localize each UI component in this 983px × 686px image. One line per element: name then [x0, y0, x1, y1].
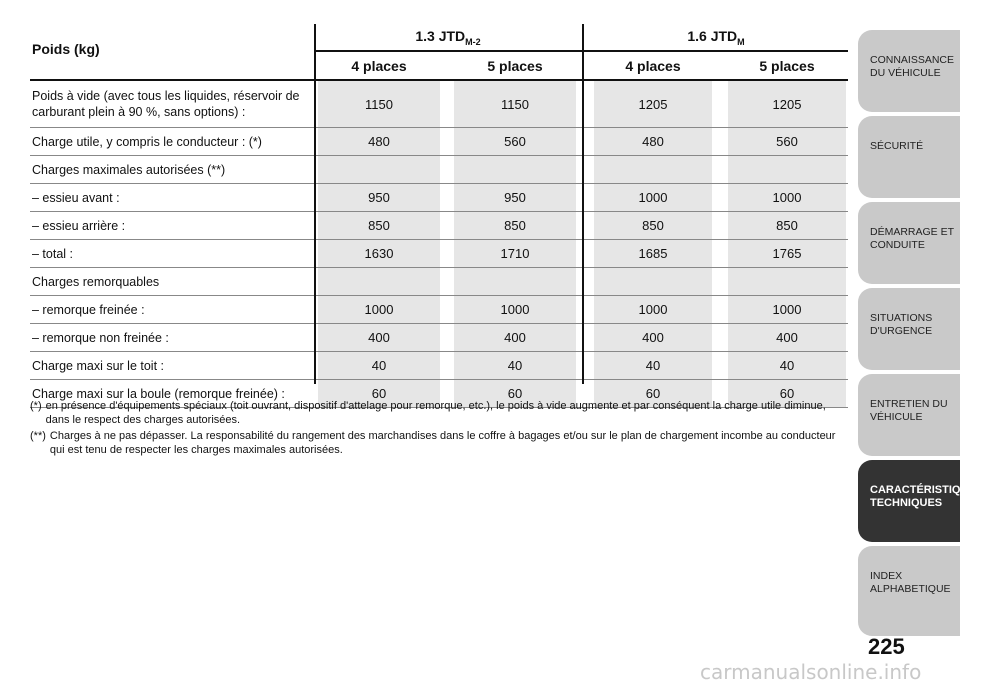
row-value-4: 400	[728, 324, 846, 351]
table-row	[30, 352, 848, 380]
chapter-tab[interactable]	[858, 288, 960, 370]
chapter-tab-label: DÉMARRAGE ET CONDUITE	[870, 226, 954, 251]
chapter-tab[interactable]	[858, 116, 960, 198]
row-label: Charge maxi sur le toit :	[32, 358, 164, 373]
row-label: – remorque non freinée :	[32, 330, 169, 345]
chapter-tab[interactable]	[858, 202, 960, 284]
table-row	[30, 268, 848, 296]
row-value-2	[454, 156, 576, 183]
chapter-tab[interactable]	[858, 374, 960, 456]
row-value-3	[594, 268, 712, 295]
chapter-tab-label: INDEX ALPHABETIQUE	[870, 570, 951, 595]
row-value-2: 1710	[454, 240, 576, 267]
table-header	[30, 24, 848, 79]
row-value-1: 40	[318, 352, 440, 379]
footnote-1: (*) en présence d'équipements spéciaux (toit ouvrant, dispositif d'attelage pour remorque, etc.), le poids à vide augmente et par conséquent la charge utile diminue, dans le respect des charges autorisées.	[30, 400, 826, 426]
row-label: Charges maximales autorisées (**)	[32, 162, 226, 177]
row-value-3: 1000	[594, 296, 712, 323]
header-label: Poids (kg)	[32, 41, 100, 57]
row-value-1: 950	[318, 184, 440, 211]
row-value-1	[318, 156, 440, 183]
table-row	[30, 156, 848, 184]
places-header-2: 5 places	[487, 58, 543, 74]
row-value-2: 60	[454, 380, 576, 407]
row-label: Poids à vide (avec tous les liquides, réservoir de carburant plein à 90 %, sans options) :	[32, 89, 300, 119]
footnotes	[30, 399, 840, 459]
row-value-2: 850	[454, 212, 576, 239]
chapter-tab-label: ENTRETIEN DU VÉHICULE	[870, 398, 948, 423]
column-divider-2	[582, 24, 584, 384]
table-row	[30, 212, 848, 240]
table-row	[30, 184, 848, 212]
footnote-2: (**) Charges à ne pas dépasser. La responsabilité du rangement des marchandises dans le coffre à bagages et/ou sur le plan de chargement incombe au conducteur qui est tenu de respecter les charges maximales autorisées.	[30, 430, 836, 456]
row-label: – total :	[32, 246, 73, 261]
table-row	[30, 79, 848, 128]
table-row	[30, 240, 848, 268]
row-value-3: 1205	[594, 81, 712, 127]
row-label: Charges remorquables	[32, 274, 160, 289]
row-value-4	[728, 268, 846, 295]
table-body	[30, 79, 848, 408]
row-value-4: 1000	[728, 184, 846, 211]
row-value-4: 40	[728, 352, 846, 379]
row-value-3: 480	[594, 128, 712, 155]
row-value-4: 1205	[728, 81, 846, 127]
chapter-tab-label: SÉCURITÉ	[870, 140, 924, 152]
chapter-tab[interactable]	[858, 30, 960, 112]
row-value-2	[454, 268, 576, 295]
row-label: – essieu avant :	[32, 190, 120, 205]
row-value-1	[318, 268, 440, 295]
row-value-2: 40	[454, 352, 576, 379]
row-value-2: 1000	[454, 296, 576, 323]
row-value-1: 480	[318, 128, 440, 155]
row-value-1: 1150	[318, 81, 440, 127]
table-row	[30, 296, 848, 324]
engine-header-1: 1.3 $JTD_{M-2}$	[415, 28, 481, 47]
watermark: carmanualsonline.info	[700, 660, 922, 684]
places-header-3: 4 places	[625, 58, 681, 74]
row-value-4: 60	[728, 380, 846, 407]
chapter-tab-label: SITUATIONS D'URGENCE	[870, 312, 933, 337]
row-value-2: 950	[454, 184, 576, 211]
row-value-4: 1765	[728, 240, 846, 267]
row-value-3: 1685	[594, 240, 712, 267]
chapter-tab[interactable]	[858, 460, 983, 542]
row-value-3: 60	[594, 380, 712, 407]
row-value-3: 1000	[594, 184, 712, 211]
chapter-tab-label: CARACTÉRISTIQUES TECHNIQUES	[870, 484, 983, 509]
row-value-1: 850	[318, 212, 440, 239]
row-value-4: 1000	[728, 296, 846, 323]
row-value-3	[594, 156, 712, 183]
row-value-3: 400	[594, 324, 712, 351]
table-row	[30, 128, 848, 156]
row-value-2: 1150	[454, 81, 576, 127]
row-value-3: 40	[594, 352, 712, 379]
row-value-2: 560	[454, 128, 576, 155]
engine-header-2: 1.6 $JTD_M$	[687, 28, 745, 47]
column-divider-1	[314, 24, 316, 384]
row-value-1: 400	[318, 324, 440, 351]
weights-table	[30, 24, 848, 408]
row-value-2: 400	[454, 324, 576, 351]
page-number: 225	[868, 634, 905, 659]
row-value-4	[728, 156, 846, 183]
chapter-tab[interactable]	[858, 546, 960, 636]
chapter-tab-label: CONNAISSANCE DU VÉHICULE	[870, 54, 955, 79]
row-label: – remorque freinée :	[32, 302, 145, 317]
row-label: – essieu arrière :	[32, 218, 126, 233]
row-value-4: 850	[728, 212, 846, 239]
row-value-3: 850	[594, 212, 712, 239]
places-header-1: 4 places	[351, 58, 407, 74]
row-value-4: 560	[728, 128, 846, 155]
places-header-4: 5 places	[759, 58, 815, 74]
row-value-1: 1000	[318, 296, 440, 323]
table-row	[30, 324, 848, 352]
row-label: Charge utile, y compris le conducteur : (*)	[32, 134, 262, 149]
row-label: Charge maxi sur la boule (remorque freinée) :	[32, 386, 285, 401]
row-value-1: 1630	[318, 240, 440, 267]
row-value-1: 60	[318, 380, 440, 407]
